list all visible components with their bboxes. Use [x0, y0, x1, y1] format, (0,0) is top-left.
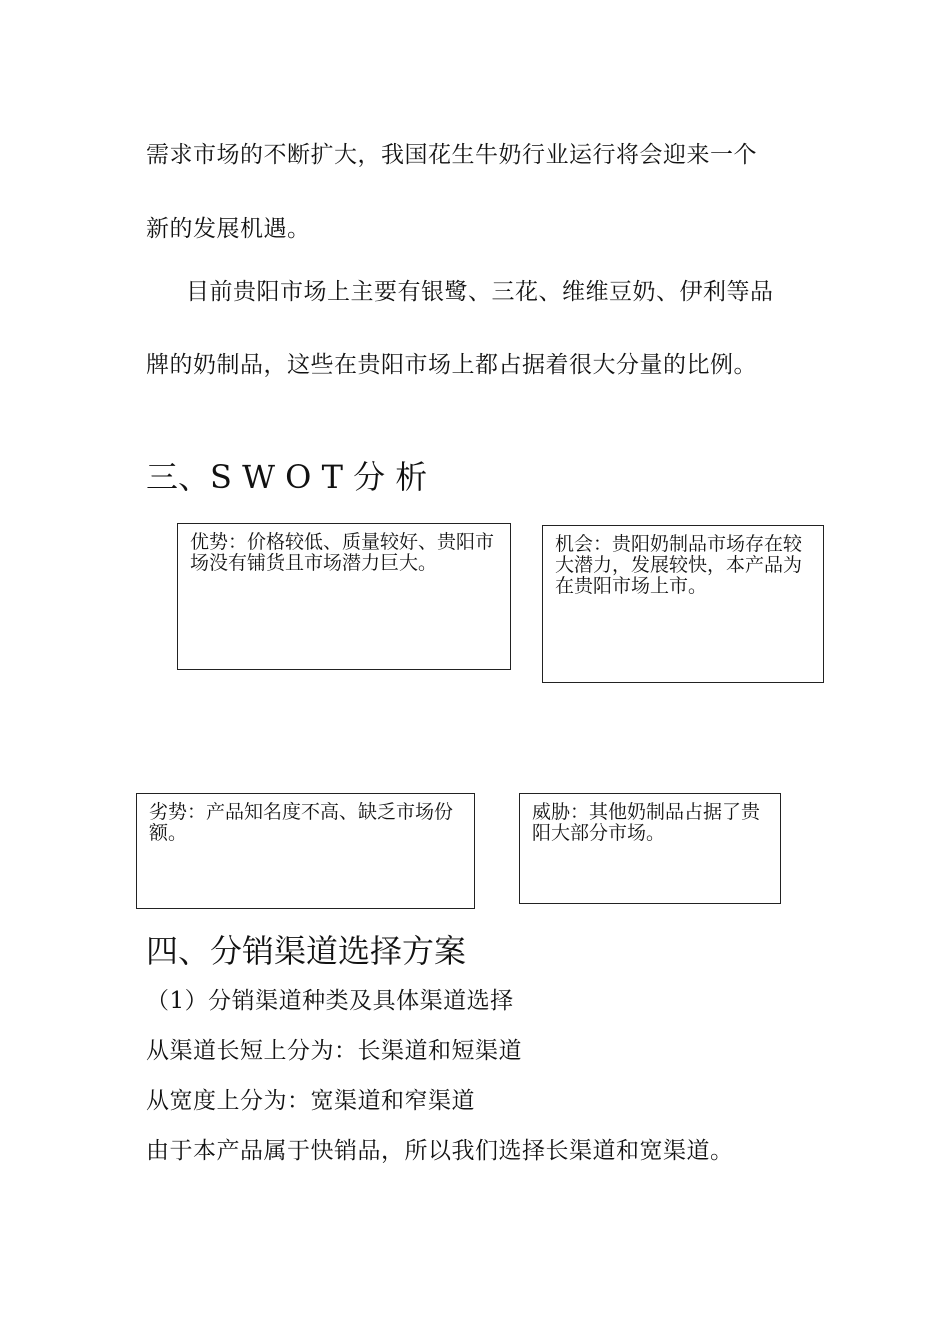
distribution-line-choice: 由于本产品属于快销品，所以我们选择长渠道和宽渠道。 — [146, 1138, 734, 1164]
distribution-heading: 四、分销渠道选择方案 — [146, 932, 467, 970]
paragraph-demand-line2: 新的发展机遇。 — [146, 216, 311, 242]
swot-threats-box: 威胁：其他奶制品占据了贵阳大部分市场。 — [519, 793, 781, 904]
swot-weaknesses-box: 劣势：产品知名度不高、缺乏市场份额。 — [136, 793, 475, 909]
distribution-line-length: 从渠道长短上分为：长渠道和短渠道 — [146, 1038, 522, 1064]
swot-opportunities-box: 机会：贵阳奶制品市场存在较大潜力，发展较快，本产品为在贵阳市场上市。 — [542, 525, 824, 683]
paragraph-demand-line1: 需求市场的不断扩大，我国花生牛奶行业运行将会迎来一个 — [146, 142, 757, 168]
swot-strengths-box: 优势：价格较低、质量较好、贵阳市场没有铺货且市场潜力巨大。 — [177, 523, 511, 670]
paragraph-brands-line1: 目前贵阳市场上主要有银鹭、三花、维维豆奶、伊利等品 — [186, 279, 774, 305]
distribution-line-width: 从宽度上分为：宽渠道和窄渠道 — [146, 1088, 475, 1114]
distribution-subtitle: （1）分销渠道种类及具体渠道选择 — [146, 988, 514, 1014]
paragraph-brands-line2: 牌的奶制品，这些在贵阳市场上都占据着很大分量的比例。 — [146, 352, 757, 378]
swot-heading: 三、S W O T 分 析 — [146, 458, 428, 496]
